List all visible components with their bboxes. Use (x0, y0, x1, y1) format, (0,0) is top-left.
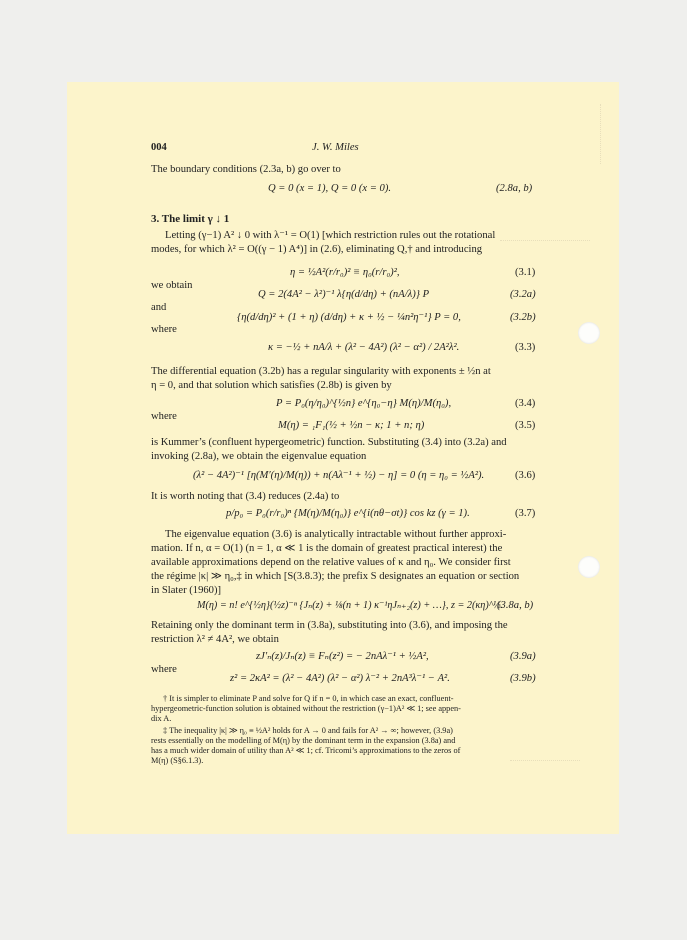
text-line: in Slater (1960)] (151, 585, 222, 596)
equation-3-9b: z² = 2κA² = (λ² − 4A²) (λ² − α²) λ⁻² + 2nA³λ⁻¹ − A². (230, 673, 450, 684)
footnote-double-dagger: M(η) (S§6.1.3). (151, 756, 204, 765)
footnote-dagger: † It is simpler to eliminate P and solve for Q if n = 0, in which case an exact, confluent- (163, 694, 454, 703)
text-line: Retaining only the dominant term in (3.8a), substituting into (3.6), and imposing the (151, 620, 508, 631)
text-line: and (151, 302, 167, 313)
text-line: we obtain (151, 280, 193, 291)
equation-2-8: Q = 0 (x = 1), Q = 0 (x = 0). (268, 183, 392, 194)
text-line: η = 0, and that solution which satisfies (2.8b) is given by (151, 380, 392, 391)
equation-number: (3.4) (515, 398, 536, 409)
text-line: is Kummer’s (confluent hypergeometric) function. Substituting (3.4) into (3.2a) and (151, 437, 507, 448)
punch-hole-top (578, 322, 600, 344)
text-line: modes, for which λ² = O((γ − 1) A⁴)] in (2.6), eliminating Q,† and introducing (151, 244, 483, 255)
text-line: invoking (2.8a), we obtain the eigenvalue equation (151, 451, 367, 462)
show-through-marks (520, 104, 601, 164)
section-heading: 3. The limit γ ↓ 1 (151, 213, 230, 225)
text-line: where (151, 664, 177, 675)
equation-number: (3.2a) (510, 289, 536, 300)
text-line: Letting (γ−1) A² ↓ 0 with λ⁻¹ = O(1) [which restriction rules out the rotational (165, 230, 496, 241)
text-line: restriction λ² ≠ 4A², we obtain (151, 634, 279, 645)
equation-number: (3.1) (515, 267, 536, 278)
punch-hole-bottom (578, 556, 600, 578)
equation-3-8: M(η) = n! e^{½η}(½z)⁻ⁿ {Jₙ(z) + ⅛(n + 1) κ⁻¹ηJₙ₊₂(z) + …}, z = 2(κη)^½. (197, 600, 504, 611)
equation-3-7: p/p₀ = P₀(r/r₀)ⁿ {M(η)/M(η₀)} e^{i(nθ−σt)} cos kz (γ = 1). (226, 508, 470, 519)
running-head-author: J. W. Miles (312, 142, 359, 153)
footnote-double-dagger: rests essentially on the modelling of M(η) by the dominant term in the expansion (3.8a) and (151, 736, 456, 745)
text-line: where (151, 324, 177, 335)
text-line: It is worth noting that (3.4) reduces (2.4a) to (151, 491, 340, 502)
equation-number: (3.9b) (510, 673, 536, 684)
text-line: mation. If n, α = O(1) (n = 1, α ≪ 1 is the domain of greatest practical interest) the (151, 543, 503, 554)
equation-3-3: κ = −½ + nA/λ + (λ² − 4A²) (λ² − α²) / 2A²λ². (268, 342, 460, 353)
show-through-marks-2 (500, 200, 590, 241)
text-line: the régime |κ| ≫ η₀,‡ in which [S(3.8.3); the prefix S designates an equation or section (151, 571, 520, 582)
equation-3-9a: zJ′ₙ(z)/Jₙ(z) ≡ Fₙ(z²) = − 2nAλ⁻¹ + ½A², (256, 651, 429, 662)
equation-number: (3.7) (515, 508, 536, 519)
footnote-double-dagger: ‡ The inequality |κ| ≫ η₀ ≡ ½A² holds for A → 0 and fails for A² → ∞; however, (3.9a) (163, 726, 453, 735)
page-number: 004 (151, 142, 167, 153)
equation-number: (3.2b) (510, 312, 536, 323)
equation-3-5: M(η) = ₁F₁(½ + ½n − κ; 1 + n; η) (278, 420, 425, 431)
equation-3-2a: Q = 2(4A² − λ²)⁻¹ λ{η(d/dη) + (nA/λ)} P (258, 289, 430, 300)
text-line: available approximations depend on the relative values of κ and η₀. We consider first (151, 557, 511, 568)
footnote-dagger: dix A. (151, 714, 172, 723)
text-line: The boundary conditions (2.3a, b) go over to (151, 164, 341, 175)
equation-3-1: η = ½A²(r/r₀)² ≡ η₀(r/r₀)², (290, 267, 400, 278)
equation-3-4: P = P₀(η/η₀)^{½n} e^{η₀−η} M(η)/M(η₀), (276, 398, 452, 409)
equation-number: (3.5) (515, 420, 536, 431)
equation-number: (3.8a, b) (497, 600, 534, 611)
footnote-dagger: hypergeometric-function solution is obtained without the restriction (γ−1)A² ≪ 1; see appen- (151, 704, 461, 713)
equation-3-2b: {η(d/dη)² + (1 + η) (d/dη) + κ + ½ − ¼n²η⁻¹} P = 0, (237, 312, 461, 323)
text-line: where (151, 411, 177, 422)
show-through-marks-3 (510, 740, 580, 761)
equation-number: (2.8a, b) (496, 183, 533, 194)
equation-3-6: (λ² − 4A²)⁻¹ [η(M′(η)/M(η)) + n(Aλ⁻¹ + ½) − η] = 0 (η = η₀ = ½A²). (193, 470, 485, 481)
equation-number: (3.6) (515, 470, 536, 481)
text-line: The differential equation (3.2b) has a regular singularity with exponents ± ½n at (151, 366, 491, 377)
equation-number: (3.3) (515, 342, 536, 353)
equation-number: (3.9a) (510, 651, 536, 662)
footnote-double-dagger: has a much wider domain of utility than A² ≪ 1; cf. Tricomi’s approximations to the zeros of (151, 746, 461, 755)
text-line: The eigenvalue equation (3.6) is analytically intractable without further approxi- (165, 529, 507, 540)
